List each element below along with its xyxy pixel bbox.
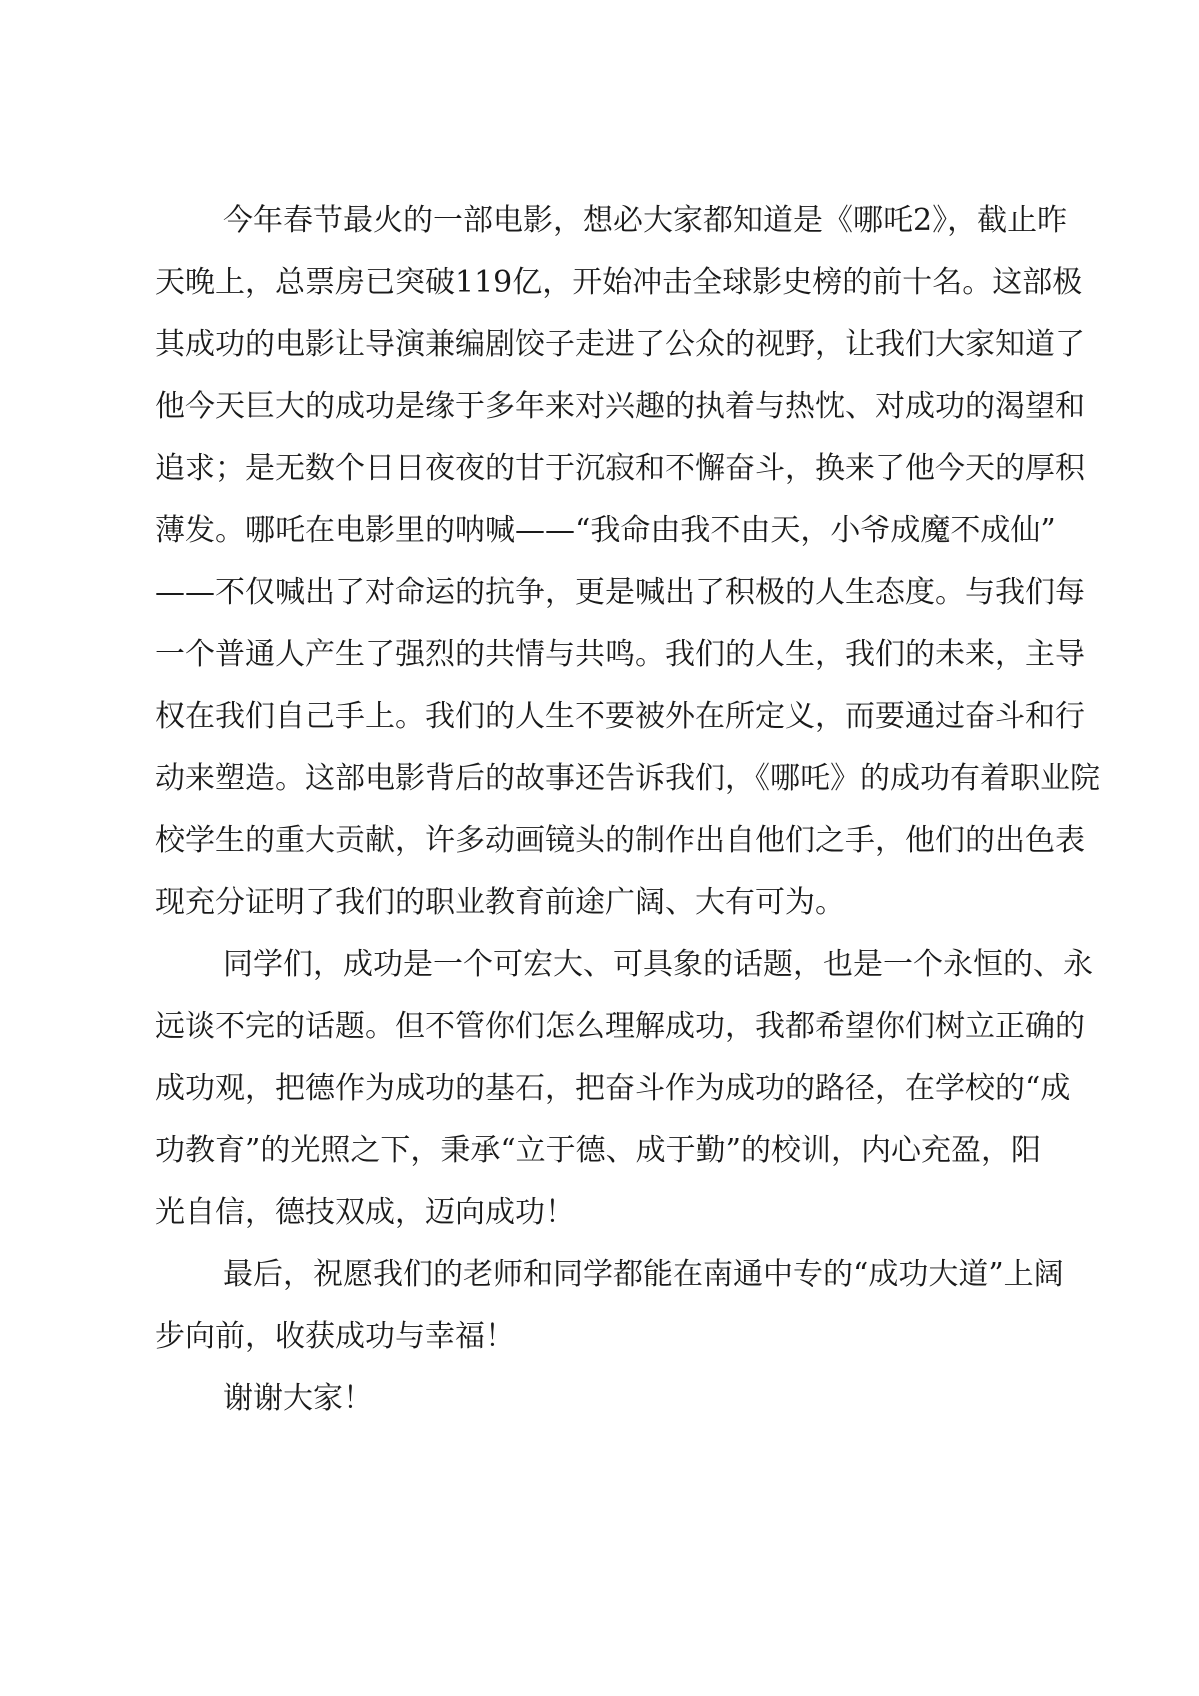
- text-line: 追求；是无数个日日夜夜的甘于沉寂和不懈奋斗，换来了他今天的厚积: [155, 451, 1085, 486]
- text-line: 步向前，收获成功与幸福！: [155, 1319, 515, 1354]
- text-line: 功教育”的光照之下，秉承“立于德、成于勤”的校训，内心充盈，阳: [155, 1133, 1042, 1168]
- text-line: 其成功的电影让导演兼编剧饺子走进了公众的视野，让我们大家知道了: [155, 327, 1085, 362]
- paragraph-nezha: [155, 190, 1100, 934]
- text-line: 薄发。哪吒在电影里的呐喊——“我命由我不由天，小爷成魔不成仙”: [155, 513, 1056, 548]
- paragraph-thanks: [155, 1368, 1055, 1430]
- text-line: ——不仅喊出了对命运的抗争，更是喊出了积极的人生态度。与我们每: [155, 575, 1085, 610]
- paragraph-closing-wish: [155, 1244, 1064, 1368]
- text-line: 光自信，德技双成，迈向成功！: [155, 1195, 575, 1230]
- text-line: 今年春节最火的一部电影，想必大家都知道是《哪吒2》，截止昨: [223, 203, 1068, 238]
- text-line: 动来塑造。这部电影背后的故事还告诉我们，《哪吒》的成功有着职业院: [155, 761, 1100, 796]
- text-line: 现充分证明了我们的职业教育前途广阔、大有可为。: [155, 885, 845, 920]
- text-line: 最后，祝愿我们的老师和同学都能在南通中专的“成功大道”上阔: [223, 1257, 1064, 1292]
- text-line: 校学生的重大贡献，许多动画镜头的制作出自他们之手，他们的出色表: [155, 823, 1085, 858]
- text-line: 同学们，成功是一个可宏大、可具象的话题，也是一个永恒的、永: [223, 947, 1093, 982]
- text-line: 谢谢大家！: [223, 1381, 373, 1416]
- text-line: 一个普通人产生了强烈的共情与共鸣。我们的人生，我们的未来，主导: [155, 637, 1085, 672]
- text-line: 天晚上，总票房已突破119亿，开始冲击全球影史榜的前十名。这部极: [155, 265, 1083, 300]
- text-line: 远谈不完的话题。但不管你们怎么理解成功，我都希望你们树立正确的: [155, 1009, 1085, 1044]
- text-line: 他今天巨大的成功是缘于多年来对兴趣的执着与热忱、对成功的渴望和: [155, 389, 1085, 424]
- paragraph-success-view: [155, 934, 1093, 1244]
- document-body: [155, 190, 1100, 1430]
- text-line: 成功观，把德作为成功的基石，把奋斗作为成功的路径，在学校的“成: [155, 1071, 1071, 1106]
- text-line: 权在我们自己手上。我们的人生不要被外在所定义，而要通过奋斗和行: [155, 699, 1085, 734]
